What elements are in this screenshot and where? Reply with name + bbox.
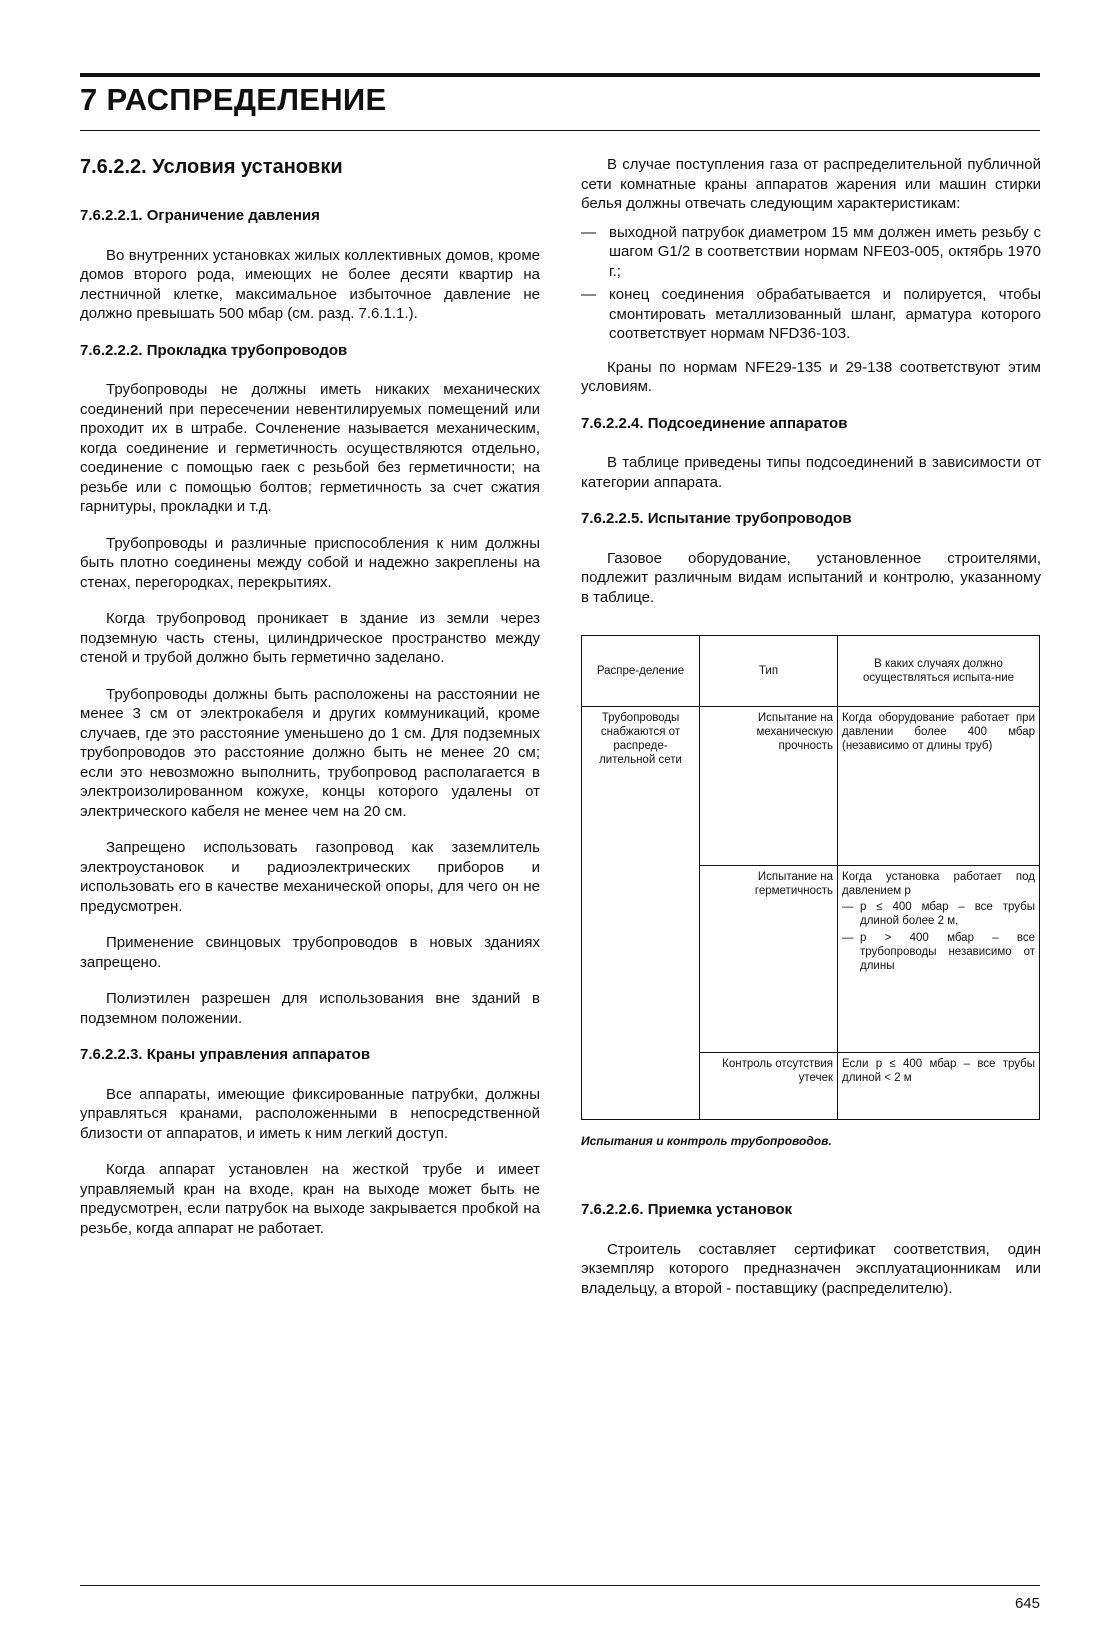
paragraph: Трубопроводы не должны иметь никаких механических соединений при пересечении невентилируемых помещений или проходит их в штрабе. Сочленение называется механическим, когда соединение и герметичность осуществляются отдельно, соединение с помощью гаек с резьбой без герметичности; на резьбе или с помощью болтов; герметичность за счет сжатия гарнитуры, прокладки и т.д. [80, 381, 540, 515]
subsection-title-testing: 7.6.2.2.5. Испытание трубопроводов [581, 510, 852, 527]
header-top-rule [80, 73, 1040, 77]
page-number: 645 [1014, 1595, 1040, 1612]
condition-cell [838, 866, 1040, 1053]
table-caption: Испытания и контроль трубопроводов. [581, 1134, 832, 1148]
list-item: — конец соединения обрабатывается и полируется, чтобы смонтировать металлизованный шланг, арматура которого соответствует нормам NFD36-103. [581, 285, 1041, 344]
paragraph: В таблице приведены типы подсоединений в зависимости от категории аппарата. [581, 454, 1041, 491]
paragraph: Во внутренних установках жилых коллективных домов, кроме домов второго рода, имеющих не более десяти квартир на лестничной клетке, максимальное избыточное давление не должно превышать 500 мбар (см. разд. 7.6.1.1.). [80, 246, 540, 322]
paragraph: Когда аппарат установлен на жесткой трубе и имеет управляемый кран на входе, кран на выходе может быть не предусмотрен, если патрубок на выходе закрывается пробкой на резьбе, когда аппарат не работает. [80, 1161, 540, 1237]
subsection-title-valves: 7.6.2.2.3. Краны управления аппаратов [80, 1046, 371, 1063]
paragraph: Применение свинцовых трубопроводов в новых зданиях запрещено. [80, 934, 540, 971]
paragraph: Краны по нормам NFE29-135 и 29-138 соответствуют этим условиям. [581, 358, 1041, 395]
subsection-title-acceptance: 7.6.2.2.6. Приемка установок [581, 1201, 793, 1218]
paragraph: В случае поступления газа от распределительной публичной сети комнатные краны аппаратов жарения или машин стирки белья должны отвечать следующим характеристикам: [581, 156, 1041, 212]
list-item: — выходной патрубок диаметром 15 мм должен иметь резьбу с шагом G1/2 в соответствии нормам NFE03-005, октябрь 1970 г.; [581, 223, 1041, 282]
paragraph: Строитель составляет сертификат соответствия, один экземпляр которого предназначен эксплуатационникам или владельцу, а второй - поставщику (распределителю). [581, 1240, 1041, 1297]
subsection-title-connection: 7.6.2.2.4. Подсоединение аппаратов [581, 414, 848, 432]
distribution-cell: Трубопроводы снабжаются от распреде-лительной сети [582, 707, 700, 1120]
table-row [582, 707, 1040, 866]
type-cell: Испытание на герметичность [700, 866, 838, 1053]
paragraph: Трубопроводы должны быть расположены на расстоянии не менее 3 см от электрокабеля и других коммуникаций, кроме случаев, где это расстояние уменьшено до 1 см. Для подземных трубопроводов это расстояние должно быть не менее 20 см; если это невозможно выполнить, трубопровод располагается в электроизолированном кожухе, концы которого удалены от электрического кабеля не менее чем на 20 см. [80, 685, 540, 820]
condition-item: — p ≤ 400 мбар – все трубы длиной более 2 м, [842, 900, 1035, 928]
condition-list [842, 900, 1035, 973]
footer-rule [80, 1585, 1040, 1586]
condition-text: Когда установка работает под давлением p [842, 871, 1035, 897]
left-column [80, 155, 540, 1255]
paragraph: Полиэтилен разрешен для использования вне зданий в подземном положении. [80, 990, 540, 1027]
subsection-title-pipe-laying: 7.6.2.2.2. Прокладка трубопроводов [80, 341, 348, 359]
header-bottom-rule [80, 130, 1040, 131]
chapter-title: 7 РАСПРЕДЕЛЕНИЕ [80, 82, 387, 117]
table-header-row [582, 636, 1040, 707]
table-header-cell: В каких случаях должно осуществляться испыта-ние [838, 636, 1040, 707]
condition-item: — p > 400 мбар – все трубопроводы независимо от длины [842, 931, 1035, 973]
table-header-cell: Тип [700, 636, 838, 707]
paragraph: Трубопроводы и различные приспособления к ним должны быть плотно соединены между собой и надежно закреплены на стенах, перегородках, перекрытиях. [80, 534, 540, 591]
right-column [581, 155, 1041, 1315]
section-title: 7.6.2.2. Условия установки [80, 156, 343, 178]
condition-cell: Если p ≤ 400 мбар – все трубы длиной < 2 м [838, 1053, 1040, 1120]
paragraph: Все аппараты, имеющие фиксированные патрубки, должны управляться кранами, расположенными в непосредственной близости от аппаратов, и иметь к ним легкий доступ. [80, 1085, 540, 1142]
paragraph: Запрещено использовать газопровод как заземлитель электроустановок и радиоэлектрических приборов и использовать его в качестве механической опоры, для чего он не предусмотрен. [80, 839, 540, 915]
table-header-cell: Распре-деление [582, 636, 700, 707]
tests-table [581, 635, 1040, 1120]
paragraph: Газовое оборудование, установленное строителями, подлежит различным видам испытаний и контролю, указанному в таблице. [581, 549, 1041, 606]
type-cell: Контроль отсутствия утечек [700, 1053, 838, 1120]
type-cell: Испытание на механическую прочность [700, 707, 838, 866]
subsection-title-pressure: 7.6.2.2.1. Ограничение давления [80, 207, 320, 224]
paragraph: Когда трубопровод проникает в здание из земли через подземную часть стены, цилиндрическое пространство между стеной и трубой должно быть герметично заделано. [80, 610, 540, 666]
condition-cell: Когда оборудование работает при давлении более 400 мбар (независимо от длины труб) [838, 707, 1040, 866]
requirements-list [581, 223, 1041, 344]
